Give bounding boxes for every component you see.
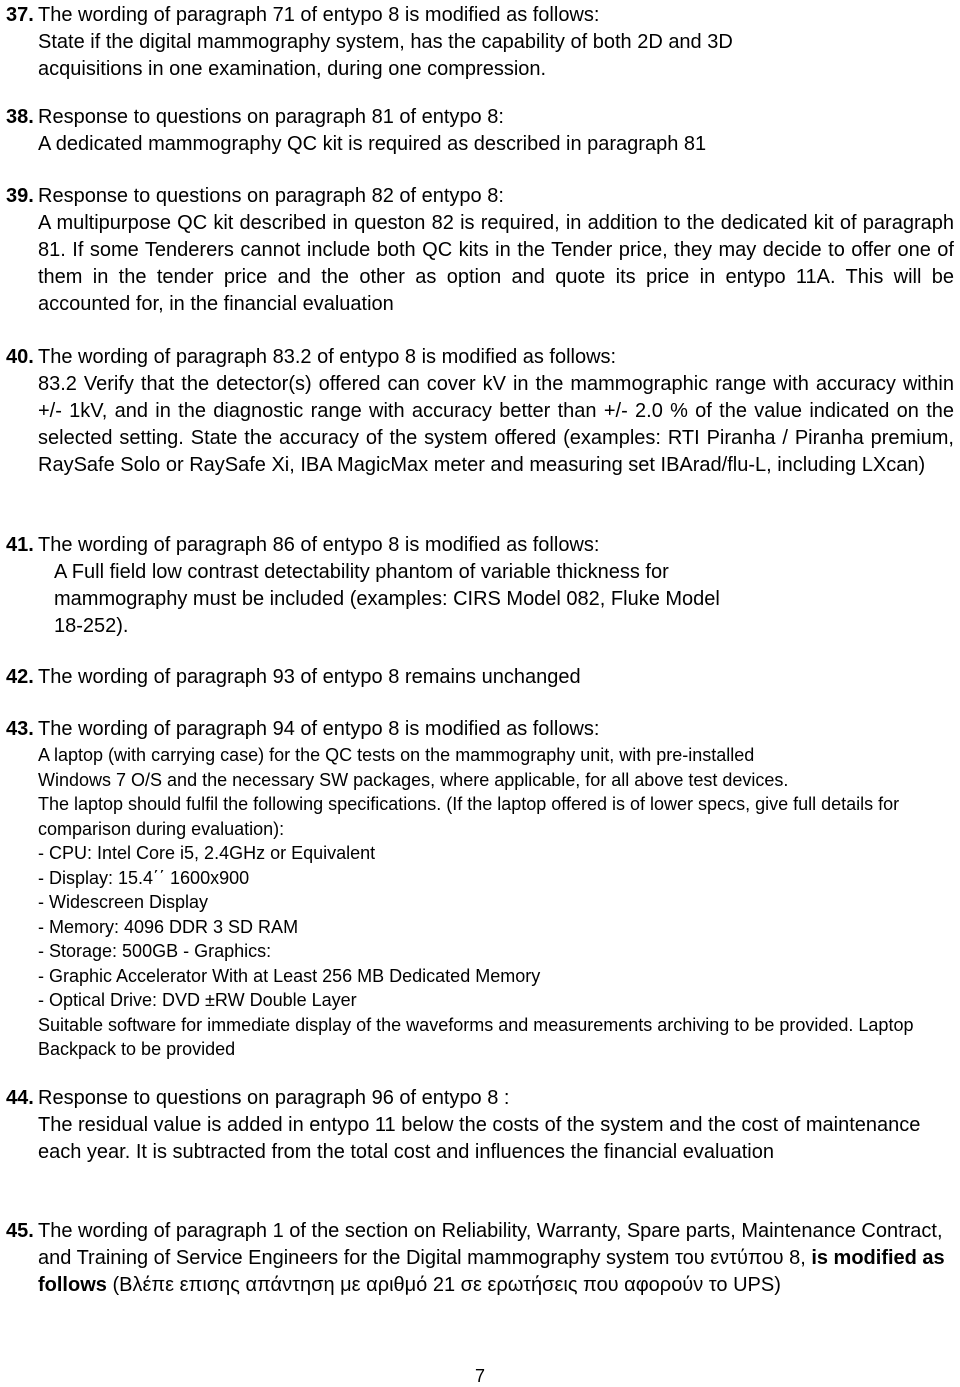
item-number: 42. [6,666,34,688]
spec-item: - Optical Drive: DVD ±RW Double Layer [38,990,357,1010]
item-heading: The wording of paragraph 93 of entypo 8 remains unchanged [38,666,581,688]
item-40 [6,344,954,479]
item-line: A dedicated mammography QC kit is required as described in paragraph 81 [38,133,707,155]
spec-item: - CPU: Intel Core i5, 2.4GHz or Equivalent [38,843,376,863]
item-37 [6,2,954,83]
item-line: A laptop (with carrying case) for the QC tests on the mammography unit, with pre-installed [38,745,755,765]
item-line: A Full field low contrast detectability phantom of variable thickness for [54,561,669,583]
spec-item: - Display: 15.4΄΄ 1600x900 [38,867,250,888]
item-number: 45. [6,1220,34,1242]
item-number: 43. [6,718,34,740]
item-heading: The wording of paragraph 94 of entypo 8 is modified as follows: [38,718,600,740]
item-number: 37. [6,4,34,26]
item-45 [6,1218,954,1299]
item-39 [6,183,954,318]
item-heading: The wording of paragraph 71 of entypo 8 is modified as follows: [38,4,600,26]
item-number: 44. [6,1087,34,1109]
item-paragraph: 83.2 Verify that the detector(s) offered can cover kV in the mammographic range with accuracy within +/- 1kV, and in the diagnostic range with accuracy better than +/- 2.0 % of the value indicated on the selected setting. State the accuracy of the system offered (examples: RTI Piranha / Piranha premium, RaySafe Solo or RaySafe Xi, IBA MagicMax meter and measuring set IBArad/flu-L, including LXcan) [38,373,954,476]
page-number: 7 [474,1366,485,1386]
item-emphasis: is modified as follows [38,1247,945,1296]
item-line: mammography must be included (examples: CIRS Model 082, Fluke Model [54,588,720,610]
item-closing: Suitable software for immediate display of the waveforms and measurements archiving to be provided. Laptop Backpack to be provided [38,1014,914,1059]
item-44 [6,1085,954,1166]
item-paragraph: The residual value is added in entypo 11 below the costs of the system and the cost of maintenance each year. It is subtracted from the total cost and influences the financial evaluation [38,1114,921,1163]
item-heading: Response to questions on paragraph 81 of entypo 8: [38,106,504,128]
item-41 [6,532,954,640]
item-number: 39. [6,185,34,207]
item-heading: The wording of paragraph 83.2 of entypo 8 is modified as follows: [38,346,617,368]
item-38 [6,104,954,158]
item-paragraph [38,1218,954,1299]
item-line: acquisitions in one examination, during one compression. [38,58,547,80]
spec-item: - Storage: 500GB - Graphics: [38,941,272,961]
item-paragraph: The laptop should fulfil the following specifications. (If the laptop offered is of lower specs, give full details for comparison during evaluation): [38,794,900,839]
item-paragraph: A multipurpose QC kit described in queston 82 is required, in addition to the dedicated kit of paragraph 81. If some Tenderers cannot include both QC kits in the Tender price, they may decide to offer one of them in the tender price and the other as option and quote its price in entypo 11A. This will be accounted for, in the financial evaluation [38,212,954,315]
item-heading: The wording of paragraph 86 of entypo 8 is modified as follows: [38,534,600,556]
item-number: 41. [6,534,34,556]
item-number: 38. [6,106,34,128]
item-42 [6,664,954,691]
item-line: State if the digital mammography system, has the capability of both 2D and 3D [38,31,733,53]
spec-item: - Memory: 4096 DDR 3 SD RAM [38,916,299,937]
item-line: Windows 7 O/S and the necessary SW packages, where applicable, for all above test devices. [38,769,789,790]
item-43 [6,716,954,1062]
item-text: (Βλέπε επισης απάντηση με αριθμό 21 σε ερωτήσεις που αφορούν το UPS) [106,1274,781,1296]
spec-item: - Graphic Accelerator With at Least 256 MB Dedicated Memory [38,965,541,986]
item-number: 40. [6,346,34,368]
item-heading: Response to questions on paragraph 96 of entypo 8 : [38,1087,510,1109]
item-text: The wording of paragraph 1 of the section on Reliability, Warranty, Spare parts, Maintenance Contract, and Training of Service Engineers for the Digital mammography system του εντύπου 8, [38,1220,943,1269]
item-line: 18-252). [54,615,129,637]
spec-item: - Widescreen Display [38,892,209,912]
item-heading: Response to questions on paragraph 82 of entypo 8: [38,185,504,207]
